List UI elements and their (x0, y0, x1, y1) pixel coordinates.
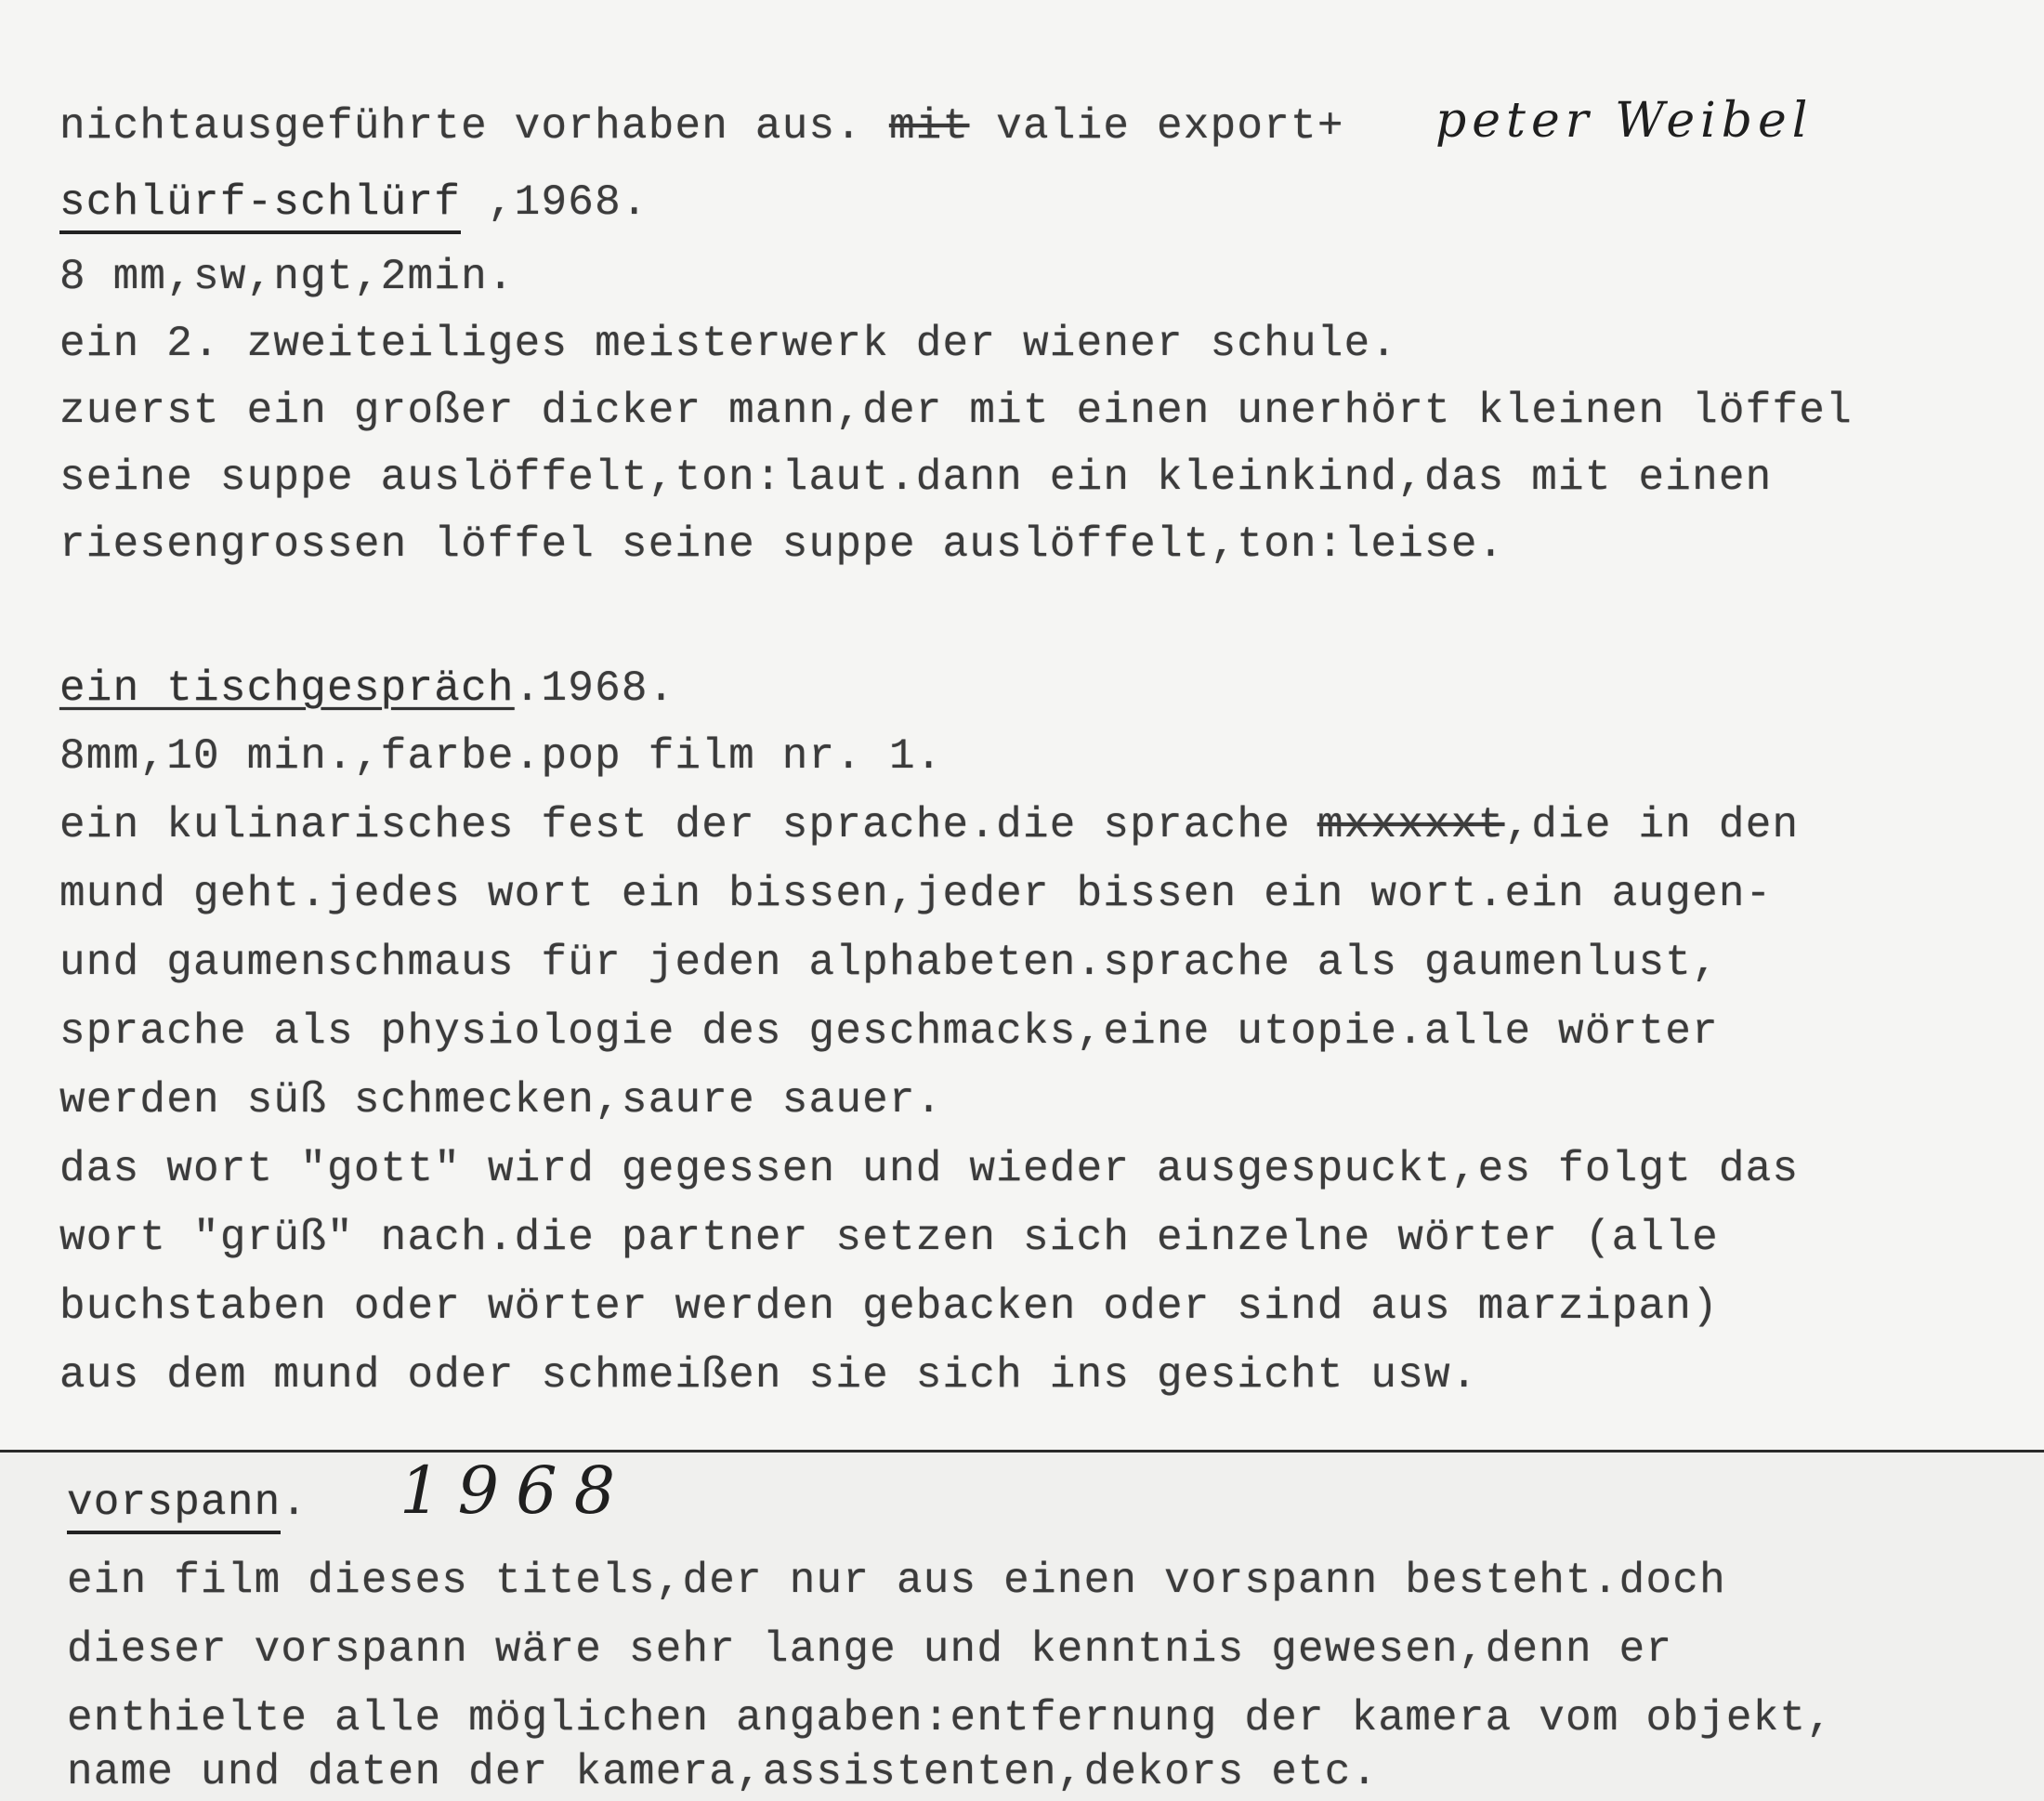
section2-line-8: buchstaben oder wörter werden gebacken oder sind aus marzipan) (59, 1282, 1719, 1331)
section2-meta: 8mm,10 min.,farbe.pop film nr. 1. (59, 732, 943, 781)
section1-title-line (59, 178, 649, 227)
handwritten-name-insert: peter Weibel (1435, 93, 1814, 149)
section1-line-1: ein 2. zweiteiliges meisterwerk der wiener schule. (59, 320, 1398, 368)
section2-line-1-after: ,die in den (1504, 801, 1800, 849)
section1-title: schlürf-schlürf (59, 178, 461, 234)
section3-title-line (67, 1479, 308, 1527)
section3-title-dot: . (281, 1479, 308, 1527)
section1-line-4: riesengrossen löffel seine suppe auslöffelt,ton:leise. (59, 520, 1505, 569)
section2-line-6: das wort "gott" wird gegessen und wieder ausgespuckt,es folgt das (59, 1145, 1800, 1193)
section1-line-2: zuerst ein großer dicker mann,der mit einen unerhört kleinen löffel (59, 387, 1853, 435)
section2-line-3: und gaumenschmaus für jeden alphabeten.sprache als gaumenlust, (59, 939, 1719, 987)
section2-line-1-text: ein kulinarisches fest der sprache.die sprache (59, 801, 1317, 849)
section2-line-4: sprache als physiologie des geschmacks,eine utopie.alle wörter (59, 1007, 1719, 1056)
section3-line-1: ein film dieses titels,der nur aus einen vorspann besteht.doch (67, 1557, 1726, 1605)
struck-word: mit (888, 102, 970, 151)
section1-meta: 8 mm,sw,ngt,2min. (59, 253, 515, 301)
section2-line-2: mund geht.jedes wort ein bissen,jeder bissen ein wort.ein augen- (59, 870, 1773, 918)
section2-title: ein tischgespräch (59, 664, 515, 713)
intro-line (59, 102, 1344, 151)
section2-title-line (59, 664, 675, 713)
intro-text-after: valie export+ (969, 102, 1344, 151)
section2-line-1 (59, 801, 1799, 849)
section3-title: vorspann (67, 1479, 281, 1534)
lower-sheet (0, 1450, 2044, 1801)
handwritten-year: 1968 (400, 1453, 633, 1529)
section2-year: .1968. (514, 664, 675, 713)
section2-line-9: aus dem mund oder schmeißen sie sich ins gesicht usw. (59, 1351, 1478, 1400)
section1-line-3: seine suppe auslöffelt,ton:laut.dann ein kleinkind,das mit einen (59, 454, 1773, 502)
section2-struck-word: mxxxxxt (1317, 801, 1505, 849)
section2-line-5: werden süß schmecken,saure sauer. (59, 1076, 943, 1124)
section3-line-4: name und daten der kamera,assistenten,dekors etc. (67, 1748, 1379, 1796)
section3-line-3: enthielte alle möglichen angaben:entfernung der kamera vom objekt, (67, 1694, 1834, 1742)
section2-line-7: wort "grüß" nach.die partner setzen sich einzelne wörter (alle (59, 1214, 1719, 1262)
section3-line-2: dieser vorspann wäre sehr lange und kenntnis gewesen,denn er (67, 1625, 1673, 1674)
section1-year: ,1968. (461, 178, 649, 227)
intro-text: nichtausgeführte vorhaben aus. (59, 102, 889, 151)
